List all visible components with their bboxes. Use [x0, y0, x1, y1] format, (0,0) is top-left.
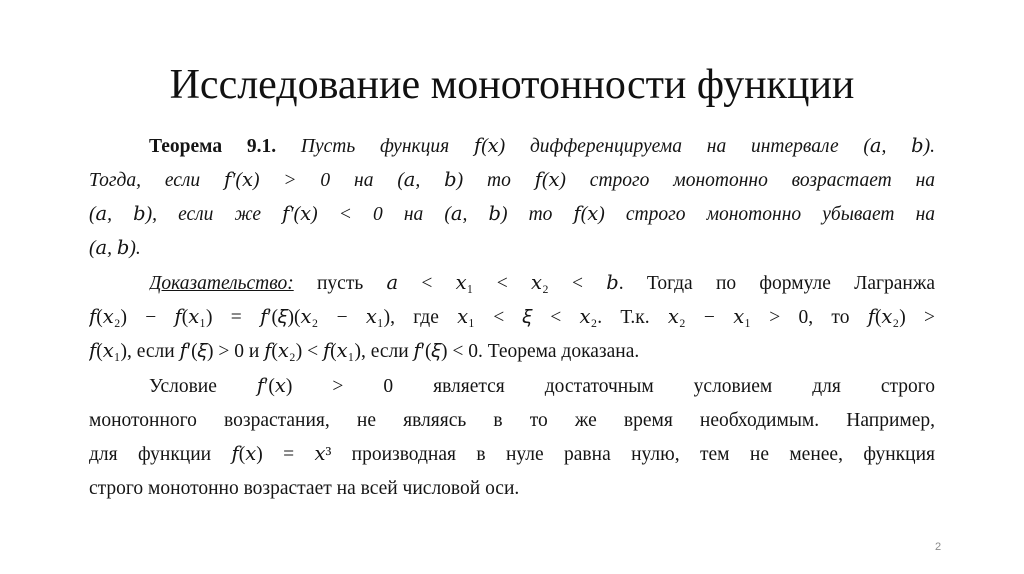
theorem-label: Теорема 9.1.	[149, 136, 277, 157]
page-number: 2	[935, 541, 942, 553]
proof-line-2: 𝑓(𝑥₂) − 𝑓(𝑥₁) = 𝑓′(𝜉)(𝑥₂ − 𝑥₁), где 𝑥₁ < 𝜉 < 𝑥₂. Т.к. 𝑥₂ − 𝑥₁ > 0, то 𝑓(𝑥₂) >	[89, 307, 935, 328]
proof-line-3: 𝑓(𝑥₁), если 𝑓′(𝜉) > 0 и 𝑓(𝑥₂) < 𝑓(𝑥₁), если 𝑓′(𝜉) < 0. Теорема доказана.	[89, 341, 640, 362]
slide-title: Исследование монотонности функции	[169, 62, 855, 108]
theorem-line-1	[149, 130, 935, 164]
remark-line-1: Условие 𝑓′(𝑥) > 0 является достаточным условием для строго	[149, 376, 935, 397]
theorem-line-4: (𝑎, 𝑏).	[89, 238, 141, 259]
theorem-line-2: Тогда, если 𝑓′(𝑥) > 0 на (𝑎, 𝑏) то 𝑓(𝑥) строго монотонно возрастает на	[89, 170, 935, 191]
remark-line-3: для функции 𝑓(𝑥) = 𝑥³ производная в нуле равна нулю, тем не менее, функция	[89, 444, 935, 465]
proof-label: Доказательство:	[149, 273, 294, 294]
remark-line-2: монотонного возрастания, не являясь в то же время необходимым. Например,	[89, 410, 935, 431]
theorem-line-3: (𝑎, 𝑏), если же 𝑓′(𝑥) < 0 на (𝑎, 𝑏) то 𝑓(𝑥) строго монотонно убывает на	[89, 204, 935, 225]
proof-text: пусть 𝑎 < 𝑥₁ < 𝑥₂ < 𝑏. Тогда по формуле Лагранжа	[293, 273, 935, 294]
theorem-text: Пусть функция 𝑓(𝑥) дифференцируема на интервале (𝑎, 𝑏).	[276, 136, 935, 157]
remark-line-4: строго монотонно возрастает на всей числовой оси.	[89, 478, 520, 499]
proof-line-1	[149, 267, 935, 301]
